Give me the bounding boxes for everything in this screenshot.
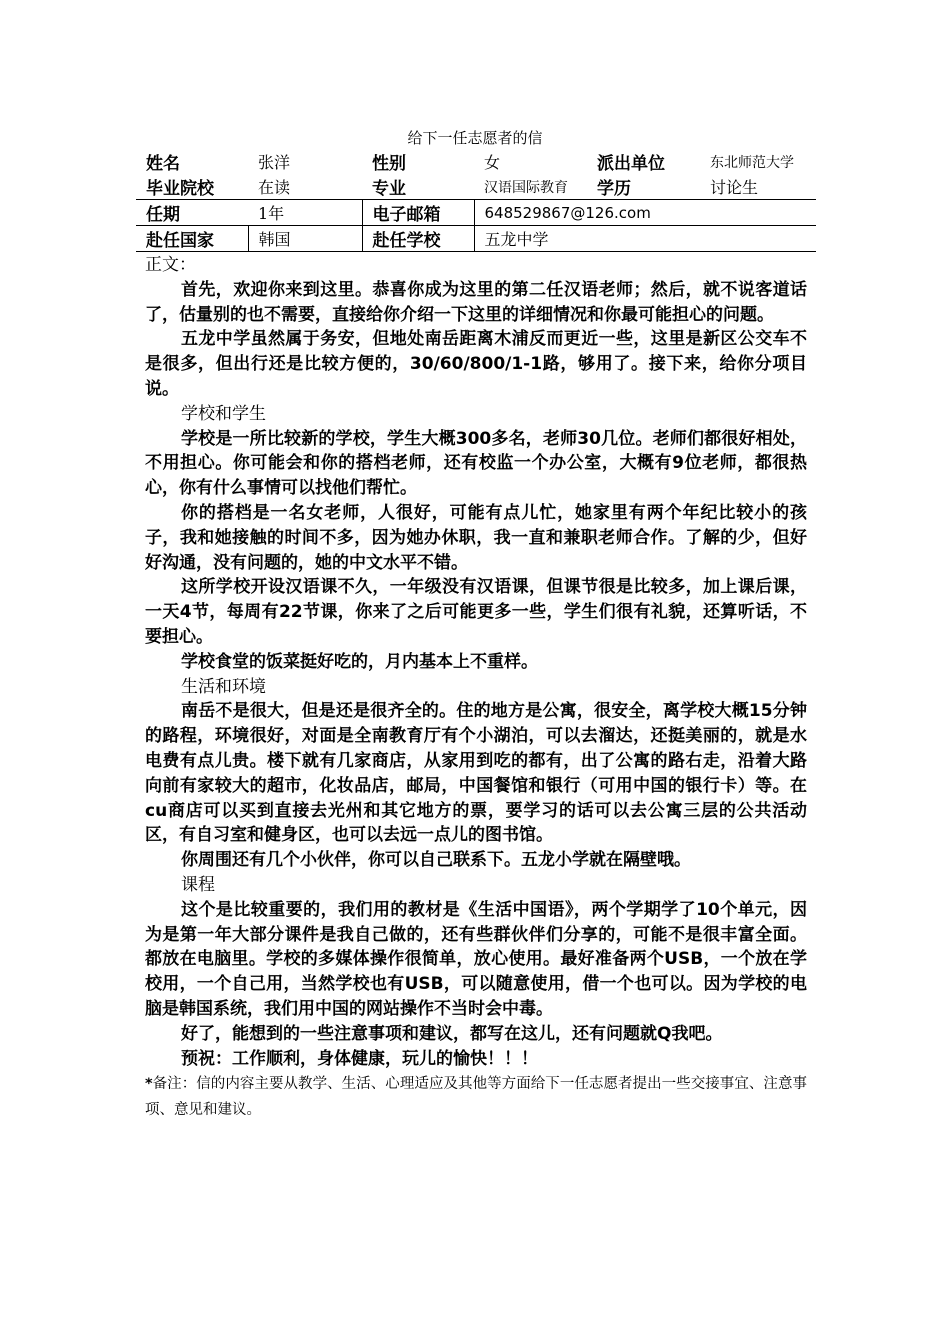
paragraph: 你周围还有几个小伙伴，你可以自己联系下。五龙小学就在隔壁哦。 [181,850,691,871]
paragraph: 学校食堂的饭菜挺好吃的，月内基本上不重样。 [181,651,538,672]
degree-value: 讨论生 [710,178,759,197]
section-heading-life: 生活和环境 [181,676,266,697]
degree-label: 学历 [597,179,631,199]
country-value: 韩国 [248,226,362,252]
email-value: 648529867@126.com [474,200,816,226]
name-value: 张洋 [258,153,291,172]
footnote-text: 备注：信的内容主要从教学、生活、心理适应及其他等方面给下一任志愿者提出一些交接事宜、注意事项、意见和建议。 [145,1076,807,1119]
info-row [136,174,816,200]
paragraph: 这个是比较重要的，我们用的教材是《生活中国语》，两个学期学了10个单元，因为是第一年大部分课件是我自己做的，还有些群伙伴们分享的，可能不是很丰富全面。都放在电脑里。学校的多媒体操作很简单，放心使用。最好准备两个USB，一个放在学校用，一个自己用，当然学校也有USB，可以随意使用，借一个也可以。因为学校的电脑是韩国系统，我们用中国的网站操作不当时会中毒。 [145,899,807,1019]
letter-title: 给下一任志愿者的信 [407,129,543,147]
gender-value: 女 [484,153,501,172]
country-label: 赴任国家 [136,226,248,252]
info-row [136,226,816,252]
paragraph: 南岳不是很大，但是还是很齐全的。住的地方是公寓，很安全，离学校大概15分钟的路程，环境很好，对面是全南教育厅有个小湖泊，可以去溜达，还挺美丽的，就是水电费有点儿贵。楼下就有几家商店，从家用到吃的都有，出了公寓的路右走，沿着大路向前有家较大的超市，化妆品店，邮局，中国餐馆和银行（可用中国的银行卡）等。在cu商店可以买到直接去光州和其它地方的票，要学习的话可以去公寓三层的公共活动区，有自习室和健身区，也可以去远一点儿的图书馆。 [145,701,807,846]
post-school-value: 五龙中学 [474,226,816,252]
name-label: 姓名 [146,154,180,174]
major-value: 汉语国际教育 [484,179,568,196]
term-label: 任期 [136,200,248,226]
term-value: 1年 [248,200,362,226]
footnote-star: * [145,1076,153,1093]
paragraph: 你的搭档是一名女老师，人很好，可能有点儿忙，她家里有两个年纪比较小的孩子，我和她接触的时间不多，因为她办休职，我一直和兼职老师合作。了解的少，但好好沟通，没有问题的，她的中文水平不错。 [145,502,807,573]
paragraph: 首先，欢迎你来到这里。恭喜你成为这里的第二任汉语老师；然后，就不说客道话了，估量别的也不需要，直接给你介绍一下这里的详细情况和你最可能担心的问题。 [145,279,807,325]
footnote [145,1071,807,1123]
section-heading-school: 学校和学生 [181,403,266,424]
letter-body [145,253,807,1123]
unit-value: 东北师范大学 [710,154,794,171]
unit-label: 派出单位 [597,154,665,174]
section-heading-course: 课程 [181,874,215,895]
volunteer-info-table [136,149,816,252]
email-label: 电子邮箱 [362,200,474,226]
post-school-label: 赴任学校 [362,226,474,252]
paragraph: 学校是一所比较新的学校，学生大概300多名，老师30几位。老师们都很好相处，不用担心。你可能会和你的搭档老师，还有校监一个办公室，大概有9位老师，都很热心，你有什么事情可以找他们帮忙。 [145,428,807,499]
paragraph: 这所学校开设汉语课不久，一年级没有汉语课，但课节很是比较多，加上课后课，一天4节，每周有22节课，你来了之后可能更多一些，学生们很有礼貌，还算听话，不要担心。 [145,577,807,647]
school-label: 毕业院校 [146,179,214,199]
info-row [136,200,816,226]
school-value: 在读 [258,178,291,197]
gender-label: 性别 [372,154,406,174]
major-label: 专业 [372,179,406,199]
paragraph: 五龙中学虽然属于务安，但地处南岳距离木浦反而更近一些，这里是新区公交车不是很多，但出行还是比较方便的，30/60/800/1-1路，够用了。接下来，给你分项目说。 [145,329,807,399]
body-heading: 正文： [145,255,196,275]
info-row [136,149,816,174]
paragraph: 好了，能想到的一些注意事项和建议，都写在这儿，还有问题就Q我吧。 [181,1023,723,1044]
paragraph: 预祝：工作顺利，身体健康，玩儿的愉快！！！ [181,1048,538,1069]
